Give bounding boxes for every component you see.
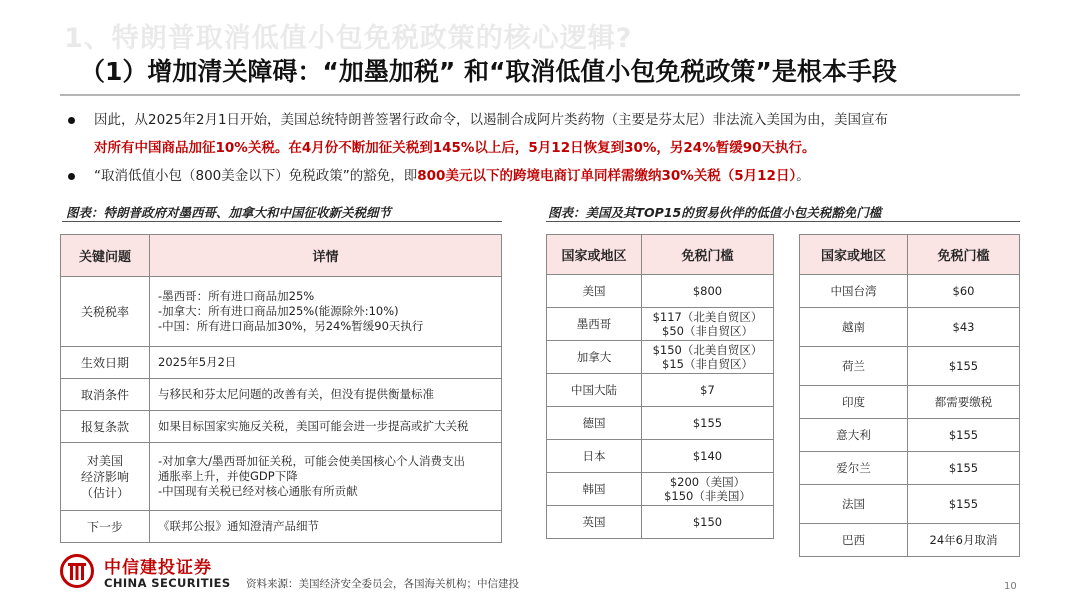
bullet-2-tail: 。 bbox=[796, 168, 810, 184]
row-detail: 如果目标国家实施反关税，美国可能会进一步提高或扩大关税 bbox=[150, 411, 502, 443]
table-row bbox=[547, 407, 774, 440]
bullet-dot-icon bbox=[68, 173, 75, 180]
table-row bbox=[800, 452, 1020, 485]
bullet-1-line1: 因此，从2025年2月1日开始，美国总统特朗普签署行政命令，以遏制合成阿片类药物（主要是芬太尼）非法流入美国为由，美国宣布 bbox=[94, 112, 889, 128]
table-row bbox=[547, 308, 774, 341]
country-cell: 中国大陆 bbox=[547, 374, 642, 407]
header-country: 国家或地区 bbox=[800, 235, 908, 275]
header-threshold: 免税门槛 bbox=[642, 235, 774, 275]
threshold-cell: $155 bbox=[908, 452, 1020, 485]
country-cell: 德国 bbox=[547, 407, 642, 440]
logo-english-name: CHINA SECURITIES bbox=[104, 576, 231, 590]
threshold-cell bbox=[642, 473, 774, 506]
country-cell: 法国 bbox=[800, 485, 908, 524]
threshold-cell: 24年6月取消 bbox=[908, 524, 1020, 557]
threshold-line: $200（美国） bbox=[669, 475, 746, 489]
threshold-table-left bbox=[546, 234, 774, 539]
caption-divider-right bbox=[546, 221, 1020, 222]
row-key: 关税税率 bbox=[61, 277, 150, 347]
threshold-cell: 都需要缴税 bbox=[908, 386, 1020, 419]
country-cell: 韩国 bbox=[547, 473, 642, 506]
table-row bbox=[61, 347, 502, 379]
country-cell: 越南 bbox=[800, 308, 908, 347]
data-source-note: 资料来源：美国经济安全委员会，各国海关机构；中信建投 bbox=[246, 578, 519, 590]
table-header-row bbox=[61, 235, 502, 277]
table-row bbox=[800, 386, 1020, 419]
header-country: 国家或地区 bbox=[547, 235, 642, 275]
row-detail bbox=[150, 443, 502, 511]
row-key: 报复条款 bbox=[61, 411, 150, 443]
bullet-2-highlight: 800美元以下的跨境电商订单同样需缴纳30%关税（5月12日） bbox=[417, 168, 797, 184]
threshold-cell: $155 bbox=[908, 419, 1020, 452]
country-cell: 巴西 bbox=[800, 524, 908, 557]
table-row bbox=[547, 374, 774, 407]
threshold-cell: $800 bbox=[642, 275, 774, 308]
table-row bbox=[547, 275, 774, 308]
row-key: 下一步 bbox=[61, 511, 150, 543]
table-row bbox=[800, 308, 1020, 347]
bullet-2-line bbox=[68, 162, 810, 190]
title-divider bbox=[60, 94, 1020, 96]
threshold-cell: $150 bbox=[642, 506, 774, 539]
country-cell: 爱尔兰 bbox=[800, 452, 908, 485]
table-row bbox=[547, 473, 774, 506]
detail-line: -中国：所有进口商品加30%，另24%暂缓90天执行 bbox=[158, 319, 424, 333]
country-cell: 日本 bbox=[547, 440, 642, 473]
section-title: 1、特朗普取消低值小包免税政策的核心逻辑? bbox=[64, 23, 633, 54]
header-key-issue: 关键问题 bbox=[61, 235, 150, 277]
main-title: （1）增加清关障碍：“加墨加税” 和“取消低值小包免税政策”是根本手段 bbox=[80, 57, 897, 86]
threshold-cell bbox=[642, 341, 774, 374]
threshold-cell: $43 bbox=[908, 308, 1020, 347]
china-securities-logo-icon bbox=[60, 554, 94, 588]
row-detail bbox=[150, 277, 502, 347]
threshold-table-right bbox=[799, 234, 1020, 557]
threshold-line: $15（非自贸区） bbox=[662, 357, 753, 371]
detail-line: -加拿大：所有进口商品加25%(能源除外:10%) bbox=[158, 304, 399, 318]
bullet-dot-icon bbox=[68, 117, 75, 124]
caption-divider-left bbox=[62, 221, 502, 222]
threshold-cell: $140 bbox=[642, 440, 774, 473]
bullet-1-highlight: 对所有中国商品加征10%关税。在4月份不断加征关税到145%以上后，5月12日恢复到30%，另24%暂缓90天执行。 bbox=[94, 140, 816, 156]
threshold-cell: $155 bbox=[908, 347, 1020, 386]
table-header-row bbox=[800, 235, 1020, 275]
key-line: 对美国 bbox=[86, 453, 123, 468]
row-detail: 2025年5月2日 bbox=[150, 347, 502, 379]
detail-line: -中国现有关税已经对核心通胀有所贡献 bbox=[158, 484, 358, 498]
threshold-line: $50（非自贸区） bbox=[662, 324, 753, 338]
row-key: 生效日期 bbox=[61, 347, 150, 379]
country-cell: 印度 bbox=[800, 386, 908, 419]
threshold-cell: $155 bbox=[642, 407, 774, 440]
bullet-2-text: “取消低值小包（800美金以下）免税政策”的豁免，即 bbox=[94, 168, 418, 184]
key-line: （估计） bbox=[80, 485, 129, 500]
threshold-cell: $7 bbox=[642, 374, 774, 407]
table-row bbox=[61, 379, 502, 411]
logo-chinese-name: 中信建投证券 bbox=[104, 558, 212, 578]
threshold-line: $117（北美自贸区） bbox=[652, 310, 763, 324]
country-cell: 荷兰 bbox=[800, 347, 908, 386]
caption-policy-table: 图表：特朗普政府对墨西哥、加拿大和中国征收新关税细节 bbox=[66, 205, 392, 220]
country-cell: 意大利 bbox=[800, 419, 908, 452]
threshold-cell bbox=[642, 308, 774, 341]
page-number: 10 bbox=[1004, 581, 1017, 592]
row-key bbox=[61, 443, 150, 511]
header-detail: 详情 bbox=[150, 235, 502, 277]
country-cell: 加拿大 bbox=[547, 341, 642, 374]
caption-threshold-table: 图表：美国及其TOP15的贸易伙伴的低值小包关税豁免门槛 bbox=[548, 205, 882, 220]
threshold-line: $150（北美自贸区） bbox=[652, 343, 763, 357]
policy-table bbox=[60, 234, 502, 543]
table-row bbox=[61, 443, 502, 511]
detail-line: -墨西哥：所有进口商品加25% bbox=[158, 289, 315, 303]
table-row bbox=[61, 411, 502, 443]
threshold-cell: $60 bbox=[908, 275, 1020, 308]
table-row bbox=[547, 341, 774, 374]
bullet-1 bbox=[68, 106, 888, 162]
table-row bbox=[800, 485, 1020, 524]
row-detail: 与移民和芬太尼问题的改善有关，但没有提供衡量标准 bbox=[150, 379, 502, 411]
table-row bbox=[547, 506, 774, 539]
row-key: 取消条件 bbox=[61, 379, 150, 411]
table-row bbox=[800, 524, 1020, 557]
table-row bbox=[800, 275, 1020, 308]
table-row bbox=[547, 440, 774, 473]
table-row bbox=[61, 277, 502, 347]
table-row bbox=[61, 511, 502, 543]
key-line: 经济影响 bbox=[80, 469, 129, 484]
country-cell: 英国 bbox=[547, 506, 642, 539]
row-detail: 《联邦公报》通知澄清产品细节 bbox=[150, 511, 502, 543]
bullet-2 bbox=[68, 162, 810, 190]
country-cell: 中国台湾 bbox=[800, 275, 908, 308]
header-threshold: 免税门槛 bbox=[908, 235, 1020, 275]
detail-line: 通胀率上升，并使GDP下降 bbox=[158, 469, 298, 483]
detail-line: -对加拿大/墨西哥加征关税，可能会使美国核心个人消费支出 bbox=[158, 454, 466, 468]
table-header-row bbox=[547, 235, 774, 275]
country-cell: 墨西哥 bbox=[547, 308, 642, 341]
table-row bbox=[800, 419, 1020, 452]
threshold-cell: $155 bbox=[908, 485, 1020, 524]
threshold-line: $150（非美国） bbox=[664, 489, 751, 503]
country-cell: 美国 bbox=[547, 275, 642, 308]
table-row bbox=[800, 347, 1020, 386]
